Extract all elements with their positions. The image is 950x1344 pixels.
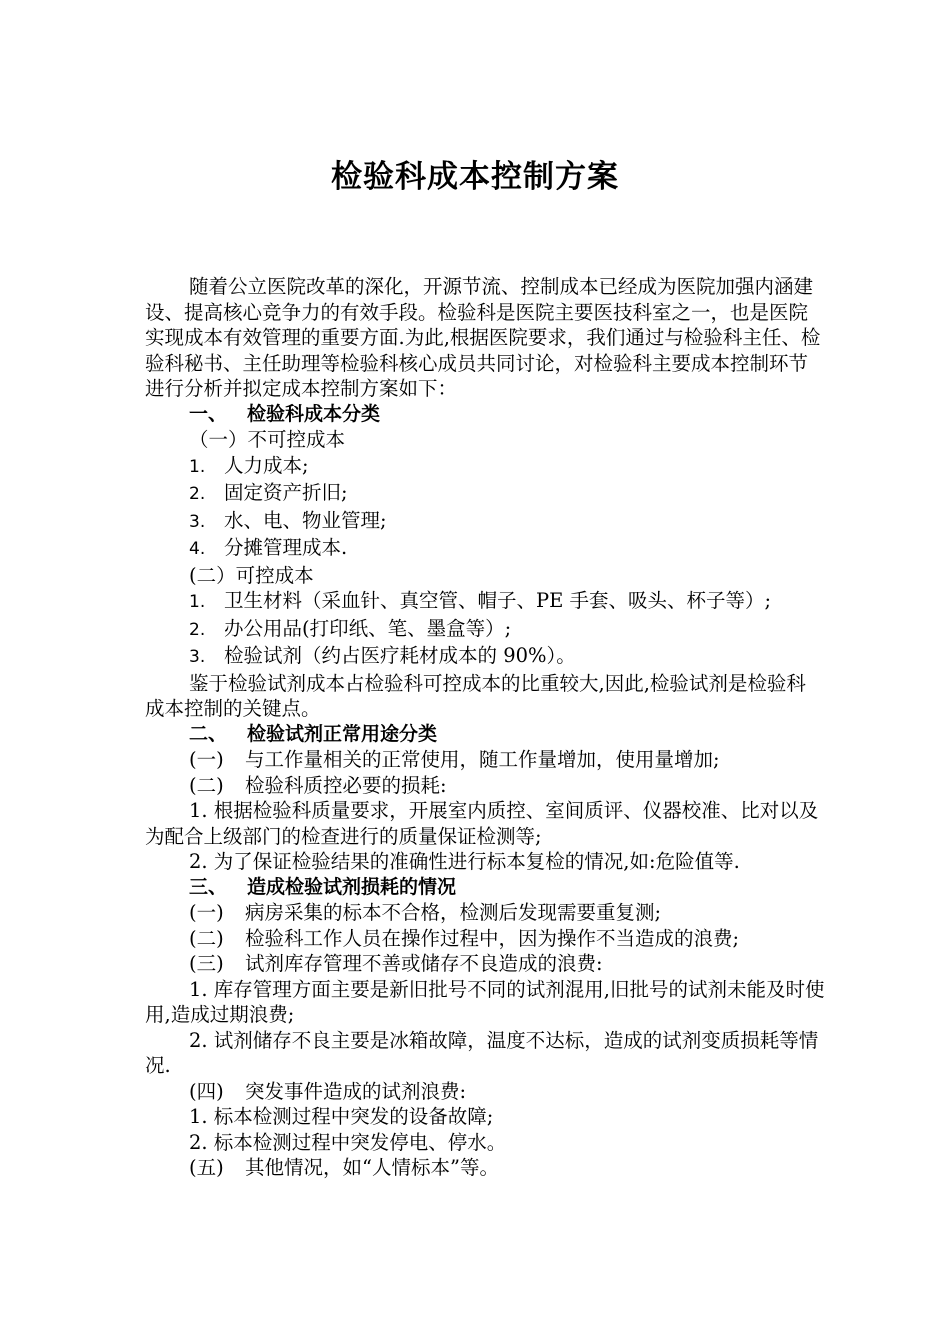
list-number: 2. <box>189 484 206 504</box>
list-number: 2. <box>189 619 206 640</box>
subsection-number: (五) <box>189 1156 224 1179</box>
subsection-controllable: (二）可控成本 <box>189 563 314 587</box>
paragraph-item: 2. 试剂储存不良主要是冰箱故障，温度不达标，造成的试剂变质损耗等情况. <box>145 1028 819 1077</box>
list-item <box>145 643 825 671</box>
subsection-operation-waste <box>145 926 825 952</box>
list-text: 人力成本; <box>224 453 309 477</box>
subsection-storage-waste <box>145 951 825 977</box>
subsection-uncontrollable: （一）不可控成本 <box>189 428 346 451</box>
subsection-number: (三) <box>189 952 224 975</box>
list-text: 固定资产折旧; <box>224 481 348 504</box>
list-item <box>145 453 825 481</box>
subsection-emergency-waste <box>145 1079 825 1105</box>
section-title: 造成检验试剂损耗的情况 <box>247 875 457 898</box>
section-number: 二、 <box>189 722 228 745</box>
section-2-heading <box>145 722 825 748</box>
document-body <box>145 274 825 1181</box>
paragraph-item: 1. 库存管理方面主要是新旧批号不同的试剂混用,旧批号的试剂未能及时使用,造成过期浪费; <box>145 977 825 1026</box>
list-number: 3. <box>189 511 206 532</box>
section-title: 检验试剂正常用途分类 <box>247 722 438 745</box>
subsection-unqualified-sample <box>145 900 825 926</box>
subsection-text: 突发事件造成的试剂浪费: <box>245 1079 467 1103</box>
paragraph-item: 2. 标本检测过程中突发停电、停水。 <box>189 1130 507 1154</box>
list-text: 卫生材料（采血针、真空管、帽子、PE 手套、吸头、杯子等）; <box>224 589 772 612</box>
subsection-normal-use <box>145 747 825 773</box>
paragraph-item: 1. 标本检测过程中突发的设备故障; <box>189 1105 494 1128</box>
subsection-number: (一) <box>189 748 224 771</box>
section-title: 检验科成本分类 <box>247 402 381 425</box>
page-title: 检验科成本控制方案 <box>331 159 619 195</box>
section-3-heading <box>145 875 825 901</box>
subsection-text: 检验科工作人员在操作过程中，因为操作不当造成的浪费; <box>245 926 740 950</box>
list-number: 1. <box>189 456 206 477</box>
list-number: 3. <box>189 647 206 667</box>
subsection-text: 检验科质控必要的损耗: <box>245 773 447 797</box>
list-text: 水、电、物业管理; <box>224 508 387 532</box>
paragraph-item: 1. 根据检验科质量要求，开展室内质控、室间质评、仪器校准、比对以及为配合上级部门的检查进行的质量保证检测等; <box>145 799 819 848</box>
subsection-number: (一) <box>189 901 224 924</box>
subsection-text: 与工作量相关的正常使用，随工作量增加，使用量增加; <box>245 748 720 771</box>
intro-paragraph: 随着公立医院改革的深化，开源节流、控制成本已经成为医院加强内涵建设、提高核心竞争力的有效手段。检验科是医院主要医技科室之一，也是医院实现成本有效管理的重要方面.为此,根据医院要求，我们通过与检验科主任、检验科秘书、主任助理等检验科核心成员共同讨论，对检验科主要成本控制环节进行分析并拟定成本控制方案如下： <box>145 275 821 400</box>
subsection-number: (二) <box>189 926 224 950</box>
subsection-number: (二) <box>189 773 224 797</box>
subsection-text: 病房采集的标本不合格，检测后发现需要重复测; <box>245 901 662 924</box>
subsection-number: (四) <box>189 1079 224 1103</box>
list-number: 1. <box>189 592 206 612</box>
list-item <box>145 508 825 536</box>
list-text: 分摊管理成本. <box>224 536 348 559</box>
list-item <box>145 480 825 508</box>
list-item <box>145 588 825 616</box>
section-1-note: 鉴于检验试剂成本占检验科可控成本的比重较大,因此,检验试剂是检验科成本控制的关键点。 <box>145 671 806 720</box>
section-number: 一、 <box>189 402 228 425</box>
list-item <box>145 616 825 644</box>
section-1-heading <box>145 402 825 428</box>
subsection-other <box>145 1155 825 1181</box>
section-number: 三、 <box>189 875 228 898</box>
paragraph-item: 2. 为了保证检验结果的准确性进行标本复检的情况,如:危险值等. <box>189 850 740 873</box>
list-number: 4. <box>189 539 206 559</box>
list-item <box>145 535 825 563</box>
subsection-text: 其他情况，如“人情标本”等。 <box>245 1156 499 1179</box>
list-text: 检验试剂（约占医疗耗材成本的 90%）。 <box>224 644 576 667</box>
subsection-qc-loss <box>145 773 825 799</box>
subsection-text: 试剂库存管理不善或储存不良造成的浪费: <box>245 952 603 975</box>
list-text: 办公用品(打印纸、笔、墨盒等）; <box>224 616 512 640</box>
